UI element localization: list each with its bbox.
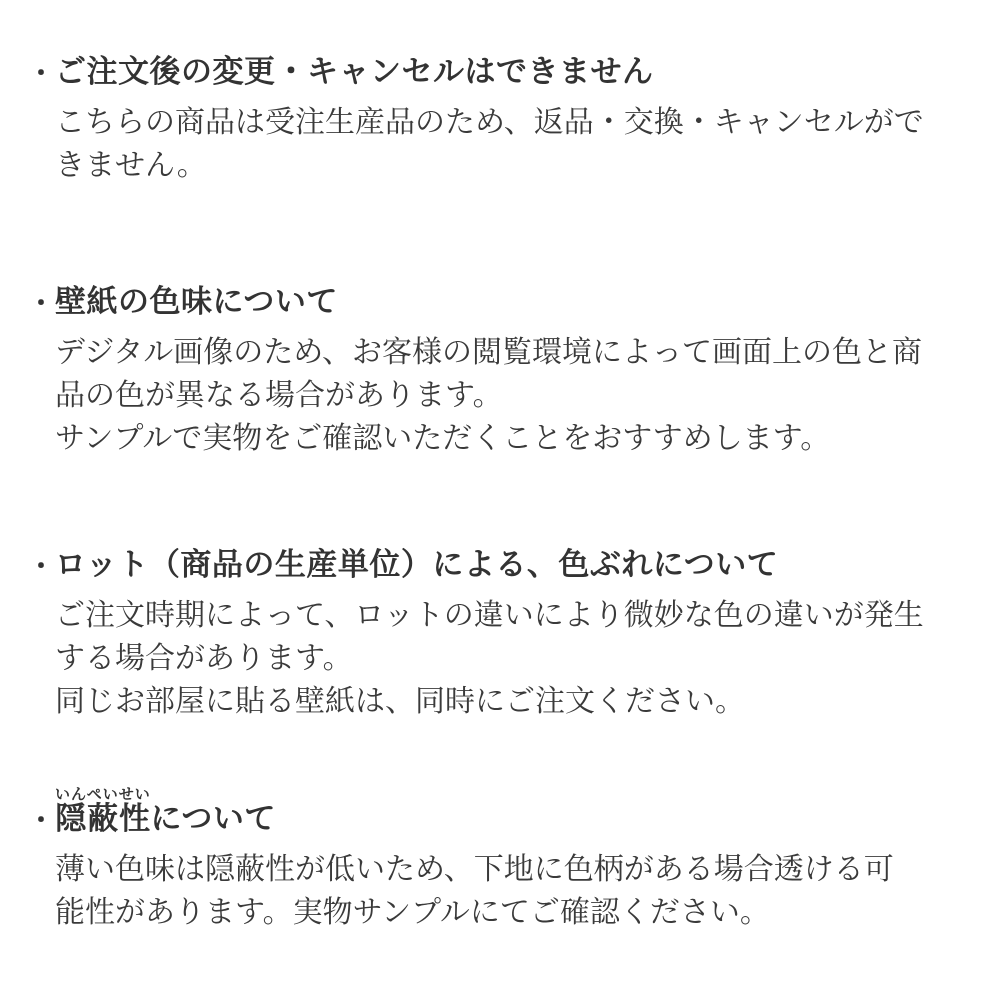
ruby-base: 隠蔽性 bbox=[55, 801, 151, 836]
bullet-icon: ・ bbox=[28, 551, 55, 581]
body-line: こちらの商品は受注生産品のため、返品・交換・キャンセルがで bbox=[55, 106, 924, 139]
body-line: 能性があります。実物サンプルにてご確認ください。 bbox=[55, 896, 770, 929]
section-heading-row bbox=[28, 545, 962, 586]
body-line: デジタル画像のため、お客様の閲覧環境によって画面上の色と商 bbox=[55, 336, 922, 369]
body-line: ご注文時期によって、ロットの違いにより微妙な色の違いが発生 bbox=[55, 599, 924, 632]
bullet-icon: ・ bbox=[28, 805, 55, 835]
ruby-furigana: いんぺいせい bbox=[55, 786, 151, 803]
section-heading-row bbox=[28, 786, 962, 840]
section-body bbox=[55, 594, 962, 723]
notice-section-opacity bbox=[28, 786, 962, 934]
section-heading-row bbox=[28, 282, 962, 323]
notice-section-color-appearance bbox=[28, 282, 962, 460]
section-body bbox=[55, 101, 962, 187]
section-heading bbox=[55, 786, 276, 839]
section-heading-row bbox=[28, 52, 962, 93]
section-heading: 壁紙の色味について bbox=[55, 284, 338, 319]
notice-section-lot-color-variation bbox=[28, 545, 962, 723]
body-line: する場合があります。 bbox=[55, 642, 353, 675]
section-heading: ロット（商品の生産単位）による、色ぶれについて bbox=[55, 547, 779, 582]
body-line: きません。 bbox=[55, 149, 207, 182]
body-line: 同じお部屋に貼る壁紙は、同時にご注文ください。 bbox=[55, 685, 745, 718]
section-body bbox=[55, 331, 962, 460]
bullet-icon: ・ bbox=[28, 288, 55, 318]
heading-suffix: について bbox=[150, 801, 276, 836]
section-heading: ご注文後の変更・キャンセルはできません bbox=[55, 54, 654, 89]
notice-section-cancellation bbox=[28, 52, 962, 187]
body-line: 品の色が異なる場合があります。 bbox=[55, 379, 503, 412]
body-line: サンプルで実物をご確認いただくことをおすすめします。 bbox=[55, 422, 831, 455]
section-body bbox=[55, 848, 962, 934]
ruby-term bbox=[55, 786, 151, 836]
body-line: 薄い色味は隠蔽性が低いため、下地に色柄がある場合透ける可 bbox=[55, 853, 894, 886]
bullet-icon: ・ bbox=[28, 58, 55, 88]
